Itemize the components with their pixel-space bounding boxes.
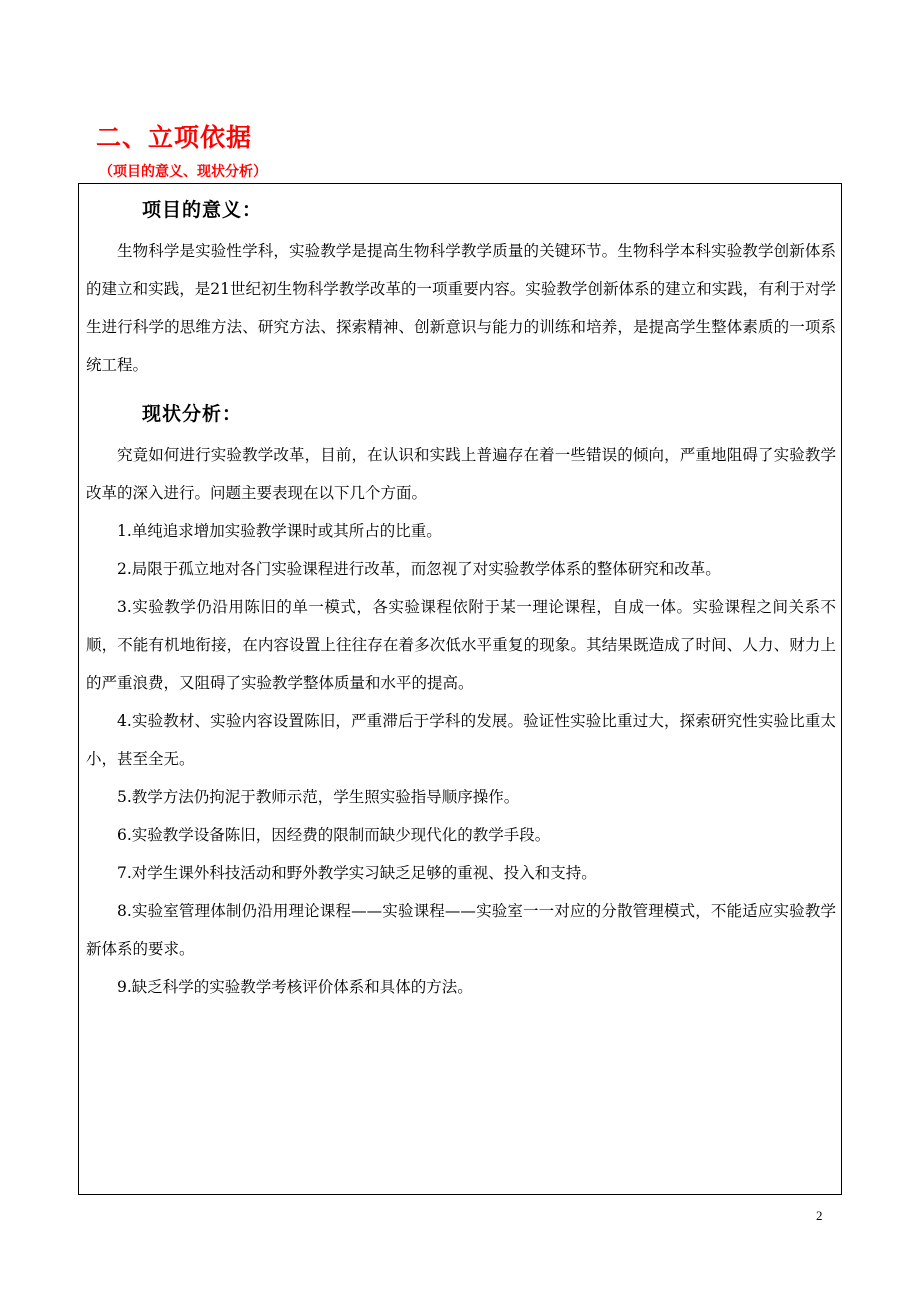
- list-item: 5.教学方法仍拘泥于教师示范，学生照实验指导顺序操作。: [117, 788, 520, 806]
- status-heading: 现状分析：: [142, 403, 243, 425]
- content-box: [78, 183, 842, 1195]
- list-item: 3.实验教学仍沿用陈旧的单一模式，各实验课程依附于某一理论课程，自成一体。实验课程之间关系不顺，不能有机地衔接，在内容设置上往往存在着多次低水平重复的现象。其结果既造成了时间、人力、财力上的严重浪费，又阻碍了实验教学整体质量和水平的提高。: [86, 598, 836, 692]
- list-item: 6.实验教学设备陈旧，因经费的限制而缺少现代化的教学手段。: [117, 826, 551, 844]
- list-item: 8.实验室管理体制仍沿用理论课程——实验课程——实验室一一对应的分散管理模式，不能适应实验教学新体系的要求。: [86, 902, 836, 958]
- content-body: [86, 194, 836, 1006]
- list-item: 7.对学生课外科技活动和野外教学实习缺乏足够的重视、投入和支持。: [117, 864, 597, 882]
- list-item: 4.实验教材、实验内容设置陈旧，严重滞后于学科的发展。验证性实验比重过大，探索研究性实验比重太小，甚至全无。: [86, 712, 836, 768]
- list-item: 1.单纯追求增加实验教学课时或其所占的比重。: [117, 522, 442, 540]
- significance-heading: 项目的意义：: [142, 199, 263, 221]
- status-intro: 究竟如何进行实验教学改革，目前，在认识和实践上普遍存在着一些错误的倾向，严重地阻碍了实验教学改革的深入进行。问题主要表现在以下几个方面。: [86, 446, 836, 502]
- significance-paragraph: 生物科学是实验性学科，实验教学是提高生物科学教学质量的关键环节。生物科学本科实验教学创新体系的建立和实践，是21世纪初生物科学教学改革的一项重要内容。实验教学创新体系的建立和实践，有利于对学生进行科学的思维方法、研究方法、探索精神、创新意识与能力的训练和培养，是提高学生整体素质的一项系统工程。: [86, 242, 836, 374]
- list-item: 2.局限于孤立地对各门实验课程进行改革，而忽视了对实验教学体系的整体研究和改革。: [117, 560, 721, 578]
- list-item: 9.缺乏科学的实验教学考核评价体系和具体的方法。: [117, 978, 473, 996]
- page-number: 2: [816, 1208, 823, 1223]
- section-title: 二、立项依据: [96, 123, 253, 152]
- section-subtitle: （项目的意义、现状分析）: [99, 164, 267, 180]
